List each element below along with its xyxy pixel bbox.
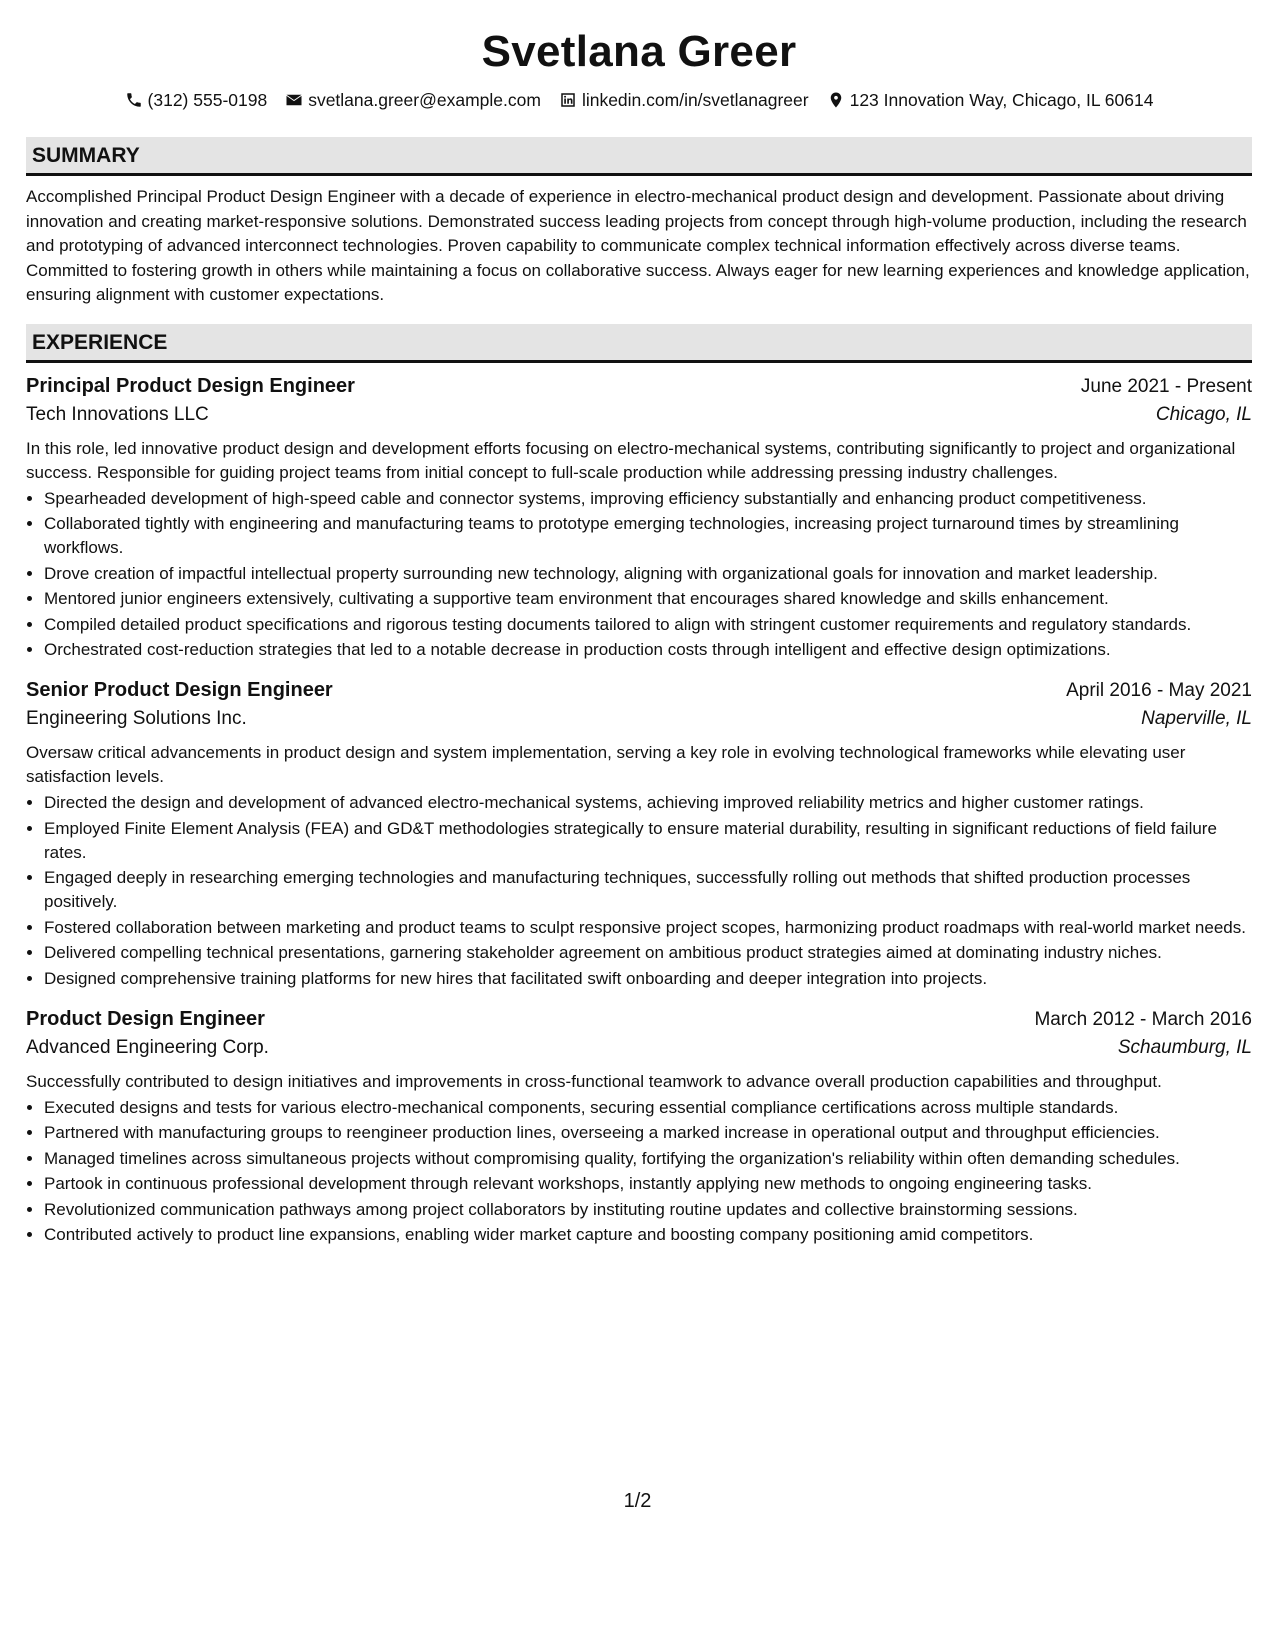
summary-heading: SUMMARY (26, 137, 1252, 176)
experience-heading: EXPERIENCE (26, 324, 1252, 363)
job-title: Product Design Engineer (26, 1007, 265, 1030)
job-entry (26, 676, 1252, 991)
linkedin-icon (559, 91, 577, 109)
list-item: • Orchestrated cost-reduction strategies that led to a notable decrease in production costs through intelligent and effective design optimizations. (44, 638, 1252, 662)
job-location: Chicago, IL (1155, 403, 1252, 425)
resume-page (26, 20, 1252, 1249)
job-description: In this role, led innovative product design and development efforts focusing on electro-mechanical systems, contributing significantly to project and organizational success. Responsible for guiding project teams from initial concept to full-scale production while addressing pressing industry challenges. (26, 438, 1236, 482)
job-dates: April 2016 - May 2021 (1066, 680, 1252, 701)
job-location: Naperville, IL (1141, 708, 1252, 729)
contact-linkedin-text[interactable]: linkedin.com/in/svetlanagreer (581, 90, 809, 110)
job-company: Advanced Engineering Corp. (26, 1036, 269, 1058)
job-entry (26, 1005, 1252, 1248)
job-dates: June 2021 - Present (1080, 375, 1252, 397)
contact-bar (26, 88, 1252, 112)
list-item: • Partnered with manufacturing groups to reengineer production lines, overseeing a marked increase in operational output and throughput efficiencies. (44, 1121, 1252, 1145)
job-bullets (26, 1096, 1252, 1248)
phone-icon (125, 91, 143, 109)
job-dates: March 2012 - March 2016 (1034, 1008, 1252, 1030)
job-description: Oversaw critical advancements in product design and system implementation, serving a key role in evolving technological frameworks while elevating user satisfaction levels. (26, 743, 1186, 786)
job-bullets (26, 791, 1252, 991)
job-company: Tech Innovations LLC (26, 403, 209, 425)
job-bullets (26, 487, 1252, 663)
job-location: Schaumburg, IL (1117, 1036, 1252, 1058)
list-item: • Compiled detailed product specifications and rigorous testing documents tailored to align with stringent customer requirements and regulatory standards. (44, 613, 1252, 637)
map-marker-icon (827, 91, 845, 109)
contact-email-text[interactable]: svetlana.greer@example.com (308, 90, 541, 110)
page-number: 1/2 (623, 1490, 652, 1512)
job-company: Engineering Solutions Inc. (26, 708, 247, 729)
list-item: • Directed the design and development of advanced electro-mechanical systems, achieving improved reliability metrics and higher customer ratings. (44, 791, 1252, 815)
candidate-name: Svetlana Greer (481, 27, 797, 76)
list-item: • Designed comprehensive training platforms for new hires that facilitated swift onboarding and deeper integration into projects. (44, 967, 1252, 991)
job-title: Senior Product Design Engineer (26, 679, 333, 701)
list-item: • Spearheaded development of high-speed cable and connector systems, improving efficiency substantially and enhancing product competitiveness. (44, 487, 1252, 511)
contact-phone (125, 88, 268, 112)
contact-address-text: 123 Innovation Way, Chicago, IL 60614 (849, 90, 1154, 110)
envelope-icon (285, 91, 303, 109)
list-item: • Fostered collaboration between marketing and product teams to sculpt responsive project scopes, harmonizing product roadmaps with real-world market needs. (44, 916, 1252, 940)
list-item: • Partook in continuous professional development through relevant workshops, instantly applying new methods to ongoing engineering tasks. (44, 1172, 1252, 1196)
contact-address (827, 88, 1154, 112)
contact-linkedin[interactable] (559, 88, 809, 112)
summary-text: Accomplished Principal Product Design Engineer with a decade of experience in electro-mechanical product design and development. Passionate about driving innovation and creating market-responsive solutions. Demonstrated success leading projects from concept through high-volume production, including the research and prototyping of advanced interconnect technologies. Proven capability to communicate complex technical information effectively across diverse teams. Committed to fostering growth in others while maintaining a focus on collaborative success. Always eager for new learning experiences and knowledge application, ensuring alignment with customer expectations. (26, 187, 1250, 304)
job-entry (26, 372, 1252, 663)
list-item: • Revolutionized communication pathways among project collaborators by instituting routine updates and collective brainstorming sessions. (44, 1198, 1252, 1222)
list-item: • Employed Finite Element Analysis (FEA) and GD&T methodologies strategically to ensure material durability, resulting in significant reductions of field failure rates. (44, 817, 1252, 865)
list-item: • Mentored junior engineers extensively, cultivating a supportive team environment that encourages shared knowledge and skills enhancement. (44, 587, 1252, 611)
list-item: • Engaged deeply in researching emerging technologies and manufacturing techniques, successfully rolling out methods that shifted production processes positively. (44, 866, 1252, 914)
list-item: • Contributed actively to product line expansions, enabling wider market capture and boosting company positioning amid competitors. (44, 1223, 1252, 1247)
job-description: Successfully contributed to design initiatives and improvements in cross-functional teamwork to advance overall production capabilities and throughput. (26, 1071, 1162, 1091)
contact-email[interactable] (285, 88, 541, 112)
job-title: Principal Product Design Engineer (26, 374, 355, 397)
list-item: • Collaborated tightly with engineering and manufacturing teams to prototype emerging technologies, increasing project turnaround times by streamlining workflows. (44, 512, 1252, 560)
list-item: • Managed timelines across simultaneous projects without compromising quality, fortifying the organization's reliability within often demanding schedules. (44, 1147, 1252, 1171)
list-item: • Executed designs and tests for various electro-mechanical components, securing essential compliance certifications across multiple standards. (44, 1096, 1252, 1120)
contact-phone-text: (312) 555-0198 (147, 90, 268, 110)
list-item: • Drove creation of impactful intellectual property surrounding new technology, aligning with organizational goals for innovation and market leadership. (44, 562, 1252, 586)
list-item: • Delivered compelling technical presentations, garnering stakeholder agreement on ambitious product strategies aimed at dominating industry niches. (44, 941, 1252, 965)
